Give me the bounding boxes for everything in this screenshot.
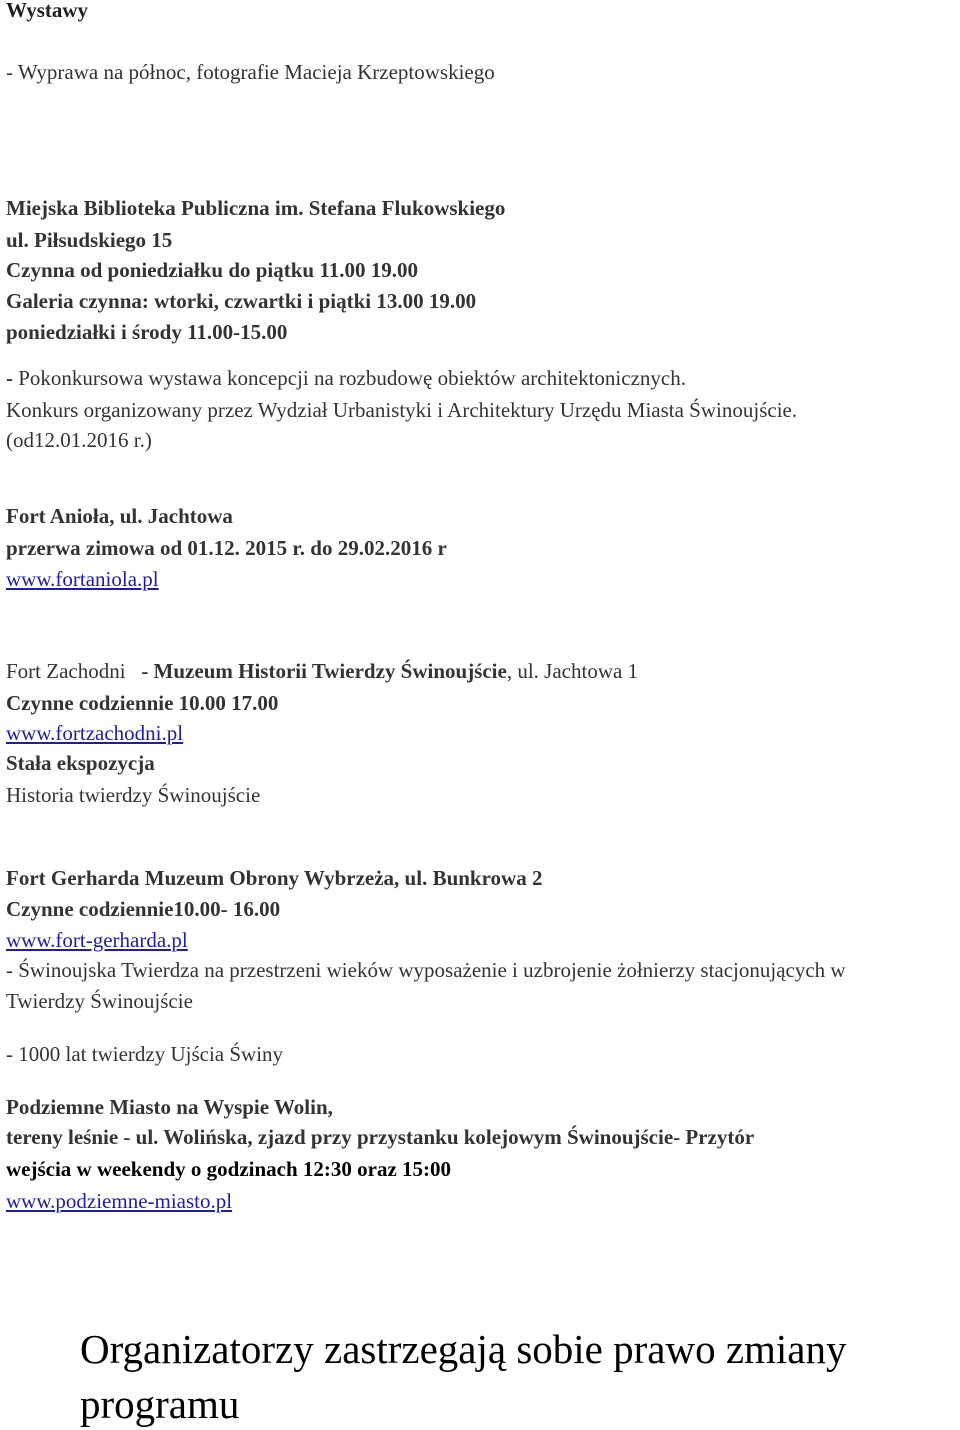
library-name: Miejska Biblioteka Publiczna im. Stefana Flukowskiego [6,196,506,220]
gallery-hours-2: poniedziałki i środy 11.00-15.00 [6,320,288,344]
fort-gerharda-expo-line2: Twierdzy Świnoujście [6,989,193,1013]
podziemne-hours: wejścia w weekendy o godzinach 12:30 oraz 15:00 [6,1157,452,1181]
fort-aniola-break: przerwa zimowa od 01.12. 2015 r. do 29.02.2016 r [6,536,447,560]
footer-notice-line2: programu [80,1381,240,1427]
fort-aniola-link[interactable]: www.fortaniola.pl [6,567,159,591]
podziemne-name: Podziemne Miasto na Wyspie Wolin, [6,1095,333,1119]
fort-zachodni-name-part2: - Muzeum Historii Twierdzy Świnoujście [141,659,507,683]
library-exhibit-title [6,365,686,391]
fort-gerharda-expo2: - 1000 lat twierdzy Ujścia Świny [6,1042,284,1066]
fort-zachodni-permanent-label: Stała ekspozycja [6,751,155,775]
section-title: Wystawy [6,0,89,22]
exhibit-dash: - [6,366,19,390]
fort-gerharda-link[interactable]: www.fort-gerharda.pl [6,928,188,952]
library-hours: Czynna od poniedziałku do piątku 11.00 19.00 [6,258,418,282]
fort-zachodni-hours: Czynne codziennie 10.00 17.00 [6,691,279,715]
fort-gerharda-hours: Czynne codziennie10.00- 16.00 [6,897,281,921]
fort-gerharda-expo-line1: - Świnoujska Twierdza na przestrzeni wieków wyposażenie i uzbrojenie żołnierzy stacjonujących w [6,958,846,982]
fort-zachodni-link[interactable]: www.fortzachodni.pl [6,721,184,745]
gallery-hours: Galeria czynna: wtorki, czwartki i piątki 13.00 19.00 [6,289,477,313]
library-address: ul. Piłsudskiego 15 [6,228,173,252]
fort-aniola-name: Fort Anioła, ul. Jachtowa [6,504,233,528]
library-exhibit-note: Konkurs organizowany przez Wydział Urbanistyki i Architektury Urzędu Miasta Świnoujście. [6,398,798,422]
footer-notice-line1: Organizatorzy zastrzegają sobie prawo zmiany [80,1326,847,1372]
expo-item: - Wyprawa na północ, fotografie Macieja Krzeptowskiego [6,60,495,84]
podziemne-link[interactable]: www.podziemne-miasto.pl [6,1189,233,1213]
exhibit-title-text: Pokonkursowa wystawa koncepcji na rozbudowę obiektów architektonicznych. [18,366,686,390]
library-exhibit-date: (od12.01.2016 r.) [6,428,152,452]
fort-zachodni-permanent-title: Historia twierdzy Świnoujście [6,783,261,807]
fort-zachodni-name-part3: , ul. Jachtowa 1 [506,659,639,683]
podziemne-location: tereny leśnie - ul. Wolińska, zjazd przy przystanku kolejowym Świnoujście- Przytór [6,1125,755,1149]
fort-zachodni-name-part1: Fort Zachodni [6,659,131,683]
fort-zachodni-name [6,658,638,684]
fort-gerharda-name: Fort Gerharda Muzeum Obrony Wybrzeża, ul. Bunkrowa 2 [6,866,543,890]
